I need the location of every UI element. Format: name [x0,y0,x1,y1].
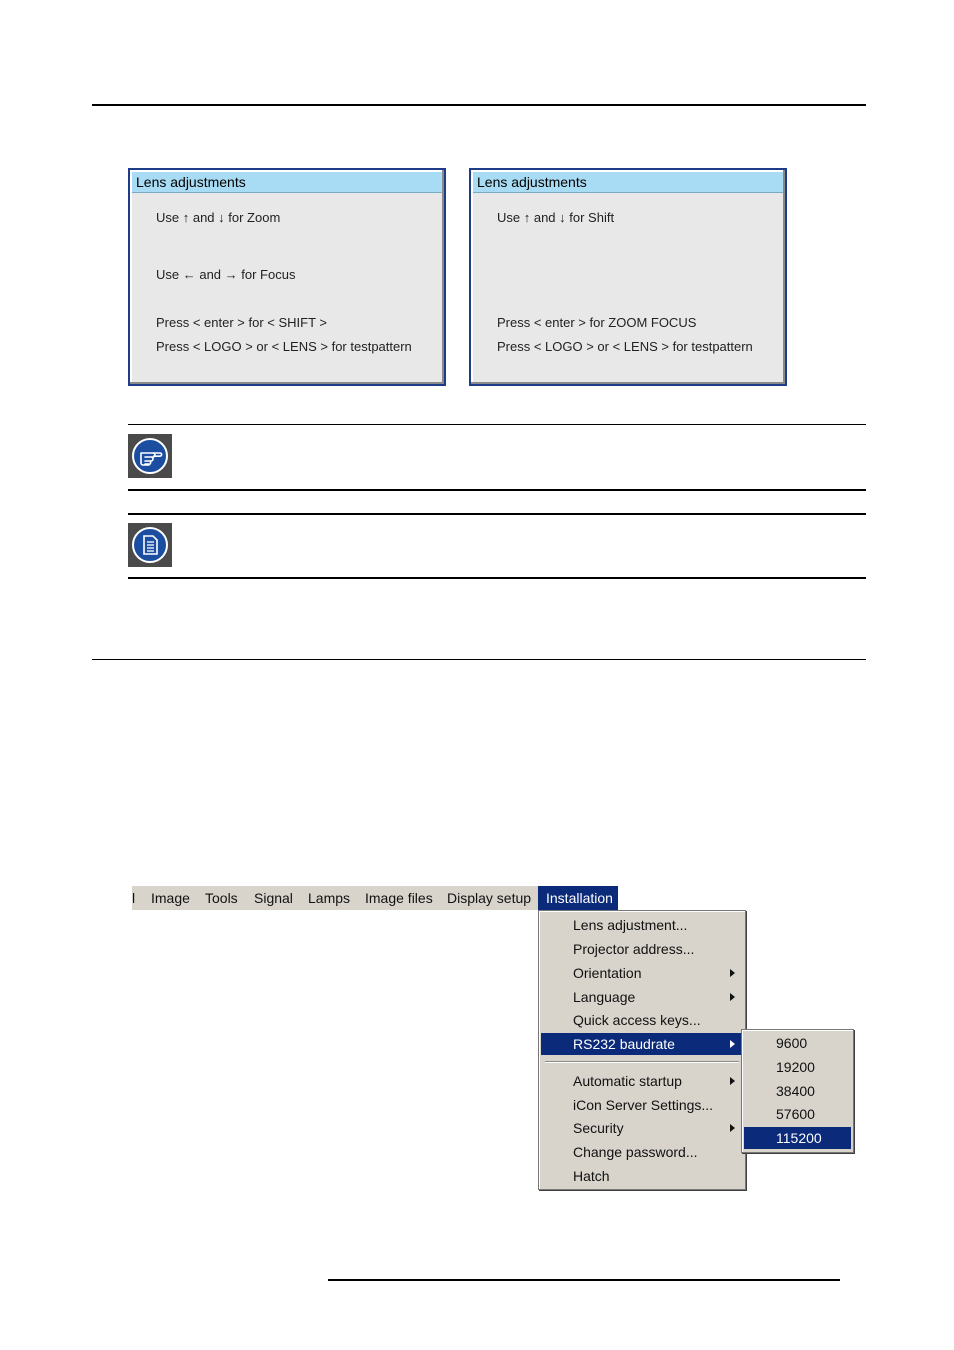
menu-item-label: Change password... [573,1144,698,1160]
pointing-hand-icon [128,434,172,478]
baudrate-option[interactable] [744,1032,851,1054]
menu-item-projector-address[interactable] [541,938,743,960]
footer-rule [328,1279,840,1281]
menu-item-label: Projector address... [573,941,695,957]
menu-display-setup[interactable]: Display setup [447,890,532,906]
baudrate-option[interactable] [744,1080,851,1102]
baudrate-option[interactable] [744,1056,851,1078]
note-rule-bottom [128,489,866,491]
panel-line: Press < enter > for ZOOM FOCUS [497,315,697,330]
menu-item-label: Language [573,989,636,1005]
menu-item-orientation[interactable] [541,962,743,984]
note-rule-bottom [128,577,866,579]
menu-separator [545,1061,739,1063]
submenu-arrow-icon [730,969,735,977]
header-rule [92,104,866,106]
menu-item-change-password[interactable] [541,1141,743,1163]
menu-item-label: Hatch [573,1168,610,1184]
baudrate-label: 9600 [776,1035,808,1051]
menu-item-label: iCon Server Settings... [573,1097,714,1113]
document-icon [128,523,172,567]
menu-item-icon-server-settings[interactable] [541,1094,743,1116]
menu-item-lens-adjustment[interactable] [541,914,743,936]
baudrate-option[interactable] [744,1103,851,1125]
menu-tools[interactable]: Tools [205,890,238,906]
lens-adjustments-panel-shift [469,168,787,386]
note-rule-top [128,513,866,515]
menu-image[interactable]: Image [151,890,190,906]
menu-item-label: Quick access keys... [573,1012,701,1028]
menu-item-label: Security [573,1120,624,1136]
panel-line: Use ↑ and ↓ for Shift [497,210,615,225]
menu-item-security[interactable] [541,1117,743,1139]
panel-line: Use ← and → for Focus [156,267,296,282]
menu-item-hatch[interactable] [541,1165,743,1187]
menu-item-automatic-startup[interactable] [541,1070,743,1092]
submenu-arrow-icon [730,993,735,1001]
menu-item-quick-access-keys[interactable] [541,1009,743,1031]
baudrate-label: 19200 [776,1059,815,1075]
baudrate-label: 115200 [776,1130,822,1146]
panel-line: Press < LOGO > or < LENS > for testpattern [156,339,412,354]
menu-item-label: Orientation [573,965,642,981]
panel-line: Use ↑ and ↓ for Zoom [156,210,281,225]
submenu-arrow-icon [730,1077,735,1085]
baudrate-option-selected[interactable] [744,1127,851,1149]
menu-item-language[interactable] [541,986,743,1008]
baudrate-label: 57600 [776,1106,815,1122]
installation-menu [538,910,746,1190]
menu-lamps[interactable]: Lamps [308,890,351,906]
panel-title: Lens adjustments [473,172,783,193]
submenu-arrow-icon [730,1124,735,1132]
lens-adjustments-panel-zoom-focus [128,168,446,386]
note-rule-top [128,424,866,425]
panel-line: Press < enter > for < SHIFT > [156,315,327,330]
baudrate-submenu [741,1029,854,1153]
panel-title: Lens adjustments [132,172,442,193]
section-rule [92,659,866,660]
menu-item-label: Automatic startup [573,1073,682,1089]
menu-signal[interactable]: Signal [254,890,293,906]
menu-item-label: RS232 baudrate [573,1036,675,1052]
menu-image-files[interactable]: Image files [365,890,433,906]
panel-line: Press < LOGO > or < LENS > for testpattern [497,339,753,354]
menu-cutoff-item: l [132,890,136,906]
baudrate-label: 38400 [776,1083,815,1099]
menu-bar [132,886,618,910]
submenu-arrow-icon [730,1040,735,1048]
menu-installation[interactable]: Installation [538,886,618,910]
menu-item-rs232-baudrate[interactable] [541,1033,743,1055]
menu-item-label: Lens adjustment... [573,917,688,933]
